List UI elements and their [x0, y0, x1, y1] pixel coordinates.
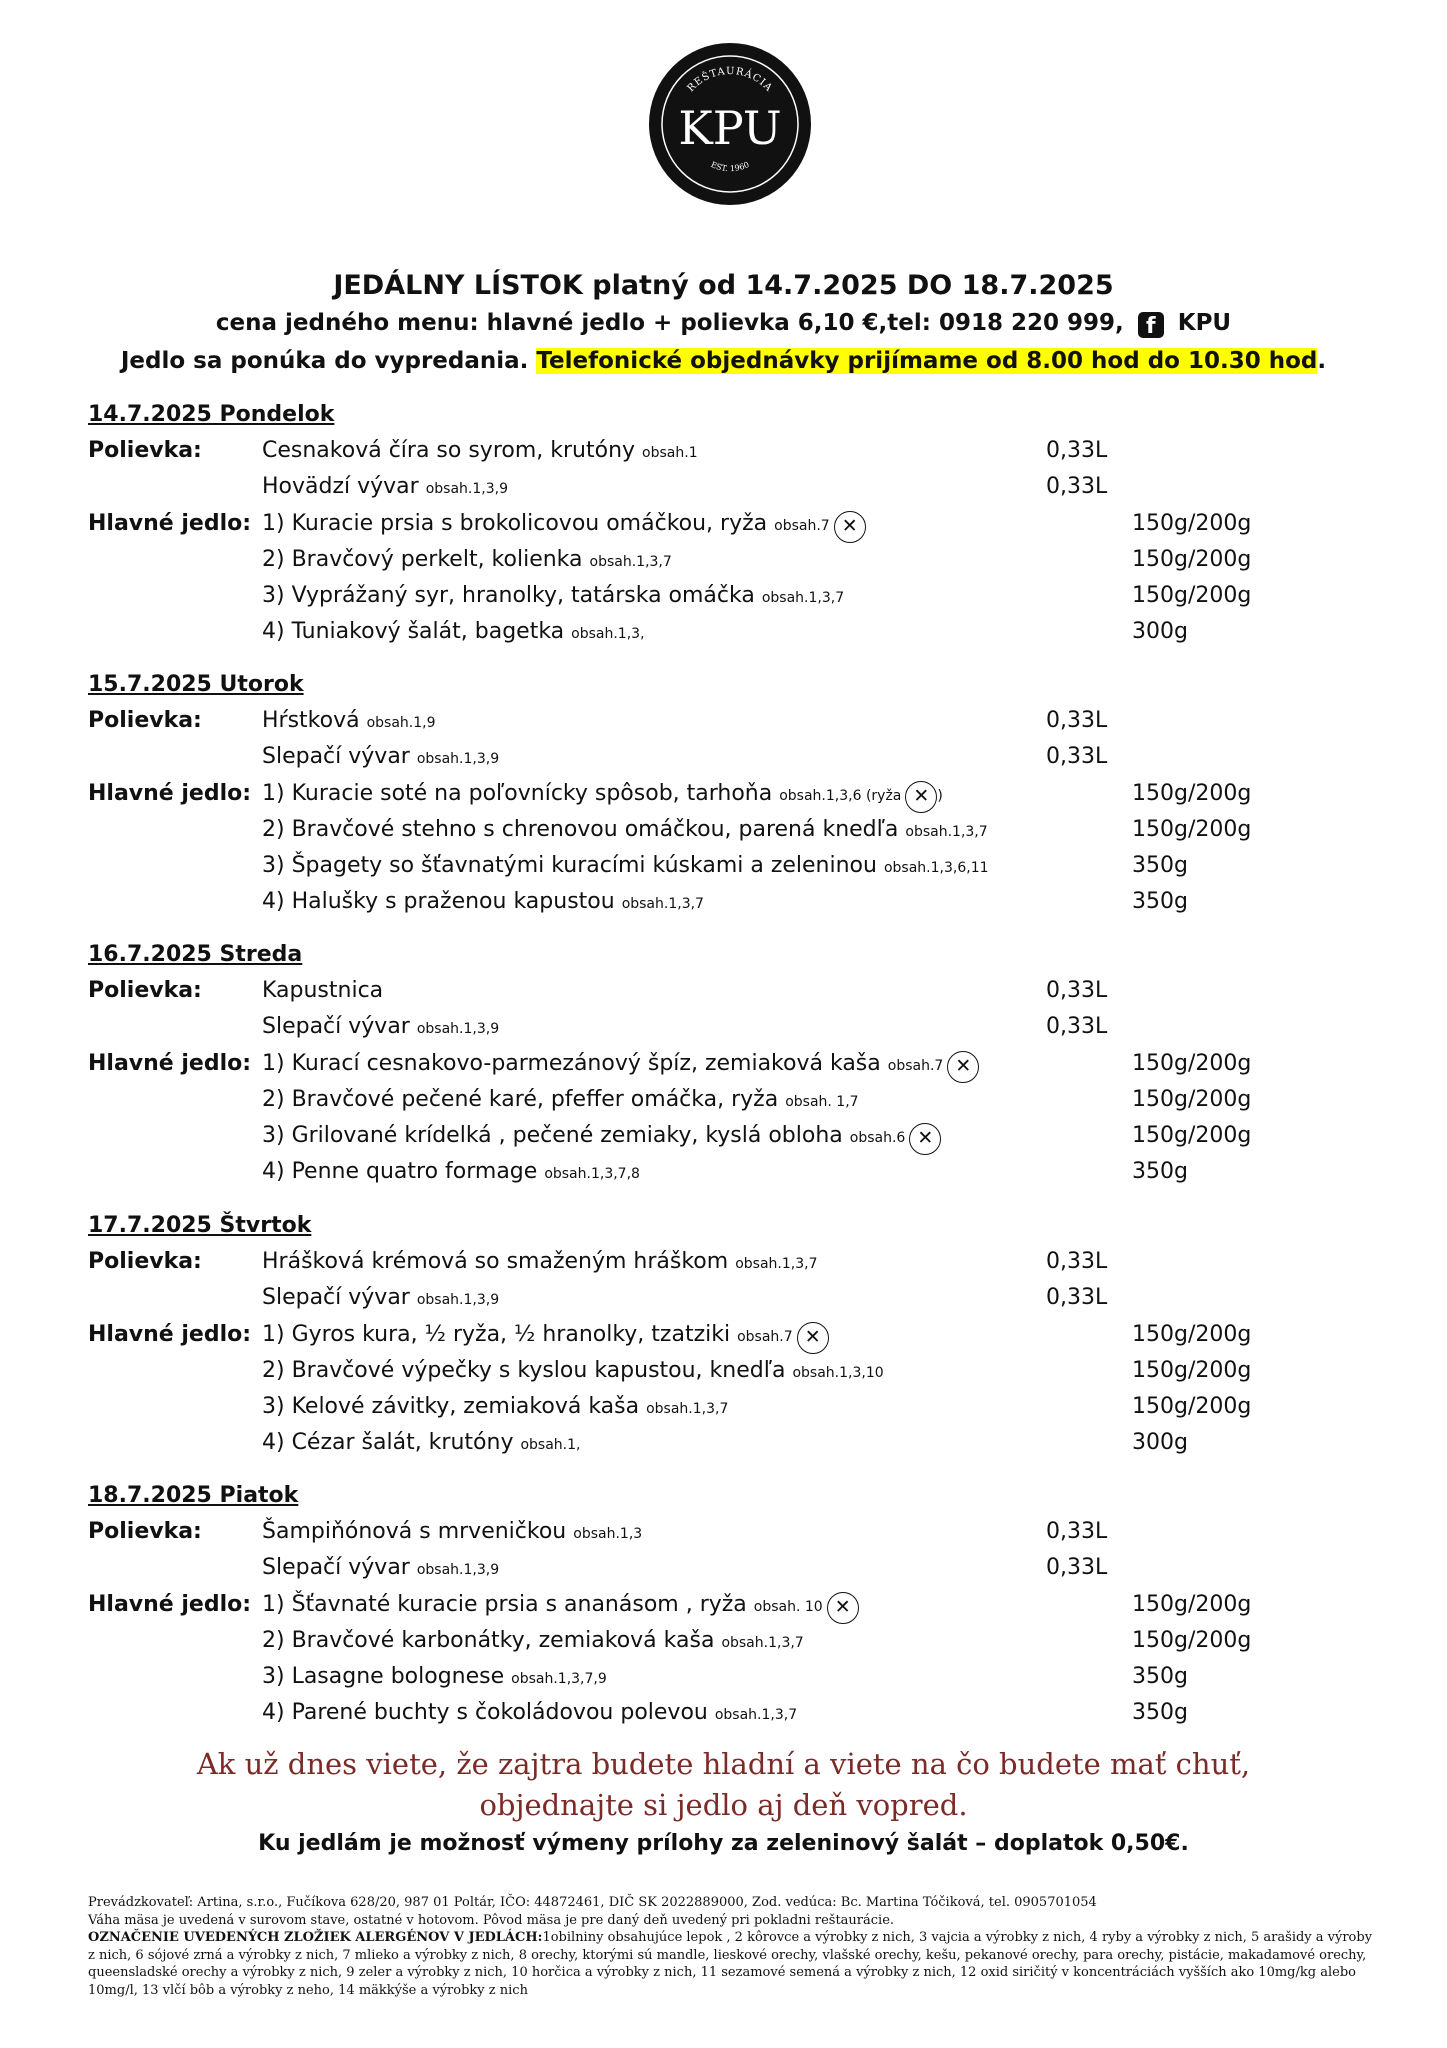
allergen-codes: obsah.1,3,7: [905, 823, 988, 840]
main-dish-item: [262, 1358, 884, 1383]
allergen-codes: obsah.1,3,6 (ryža: [779, 787, 902, 804]
dish-name: 1) Šťavnaté kuracie prsia s ananásom , ryža: [262, 1591, 747, 1617]
soup-volume: 0,33L: [1046, 1285, 1108, 1311]
soup-name: Hŕstková: [262, 708, 360, 734]
allergen-codes: obsah.1,3,10: [792, 1364, 884, 1381]
main-dish-item: [262, 583, 844, 608]
allergen-codes: obsah.1,3,7: [621, 896, 704, 913]
dish-weight: 350g: [1132, 1159, 1188, 1185]
day-heading: 16.7.2025 Streda: [88, 942, 303, 967]
soup-volume: 0,33L: [1046, 1249, 1108, 1275]
dish-name: 2) Bravčové výpečky s kyslou kapustou, knedľa: [262, 1357, 786, 1383]
allergen-codes: obsah.1,3,6,11: [883, 860, 989, 876]
soup-name: Slepačí vývar: [262, 1285, 410, 1311]
main-dish-label: Hlavné jedlo:: [88, 1050, 252, 1076]
dish-name: 1) Gyros kura, ½ ryža, ½ hranolky, tzatziki: [262, 1321, 731, 1347]
soup-volume: 0,33L: [1046, 1014, 1108, 1040]
soup-volume: 0,33L: [1046, 474, 1108, 500]
dish-weight: 150g/200g: [1132, 1050, 1252, 1076]
dish-name: 4) Cézar šalát, krutóny: [262, 1430, 514, 1456]
dish-weight: 150g/200g: [1132, 816, 1252, 842]
soup-label: Polievka:: [88, 1249, 202, 1275]
main-dish-item: [262, 1664, 607, 1689]
day-heading: 17.7.2025 Štvrtok: [88, 1213, 312, 1238]
cutlery-icon: ✕: [909, 1123, 941, 1155]
allergen-codes: obsah.1,3,7: [721, 1634, 804, 1651]
soup-item: [262, 474, 508, 499]
main-dish-item: [262, 853, 989, 878]
allergen-codes: obsah.7: [737, 1328, 793, 1345]
dish-weight: 150g/200g: [1132, 1627, 1252, 1653]
dish-weight: 150g/200g: [1132, 1591, 1252, 1617]
day-heading: 15.7.2025 Utorok: [88, 672, 304, 697]
promo-line-1: Ak už dnes viete, že zajtra budete hladní a viete na čo budete mať chuť,: [196, 1747, 1251, 1781]
soup-name: Hovädzí vývar: [262, 474, 419, 500]
main-dish-item: [262, 1700, 797, 1725]
cutlery-icon: ✕: [947, 1051, 979, 1083]
soup-item: [262, 1249, 817, 1274]
menu-title: JEDÁLNY LÍSTOK platný od 14.7.2025 DO 18.7.2025: [333, 270, 1114, 301]
allergen-codes: obsah.6: [849, 1130, 906, 1146]
allergen-codes: obsah.1,3,7,8: [544, 1166, 640, 1183]
dish-name: 3) Špagety so šťavnatými kuracími kúskami a zeleninou: [262, 853, 877, 878]
soup-item: [262, 978, 383, 1003]
soup-label: Polievka:: [88, 438, 202, 464]
main-dish-item: [262, 511, 866, 543]
promo-line-2: objednajte si jedlo aj deň vopred.: [479, 1788, 968, 1822]
allergens-heading: OZNAČENIE UVEDENÝCH ZLOŽIEK ALERGÉNOV V JEDLÁCH:: [88, 1930, 543, 1945]
allergen-codes: obsah.1,3,9: [425, 481, 508, 498]
main-dish-item: [262, 619, 645, 644]
allergen-codes: obsah.1,: [520, 1437, 581, 1454]
dish-name: 2) Bravčový perkelt, kolienka: [262, 546, 583, 572]
dish-name: 4) Penne quatro formage: [262, 1159, 538, 1185]
soup-name: Cesnaková číra so syrom, krutóny: [262, 438, 636, 464]
dish-name: 3) Vyprážaný syr, hranolky, tatárska omáčka: [262, 583, 755, 608]
dish-weight: 150g/200g: [1132, 583, 1252, 608]
allergen-codes: obsah.1: [642, 445, 698, 462]
soup-volume: 0,33L: [1046, 1519, 1108, 1545]
allergen-codes: obsah.1,3,7: [735, 1256, 818, 1273]
salad-swap-note: Ku jedlám je možnosť výmeny prílohy za zeleninový šalát – doplatok 0,50€.: [258, 1831, 1189, 1856]
dish-weight: 350g: [1132, 853, 1188, 878]
allergen-codes: obsah. 1,7: [785, 1093, 859, 1110]
restaurant-logo: [648, 42, 813, 207]
dish-weight: 300g: [1132, 1430, 1188, 1456]
soup-name: Slepačí vývar: [262, 1555, 410, 1581]
price-line: [0, 310, 1447, 338]
dish-name: 3) Grilované krídelká , pečené zemiaky, kyslá obloha: [262, 1123, 843, 1148]
dish-name: 2) Bravčové stehno s chrenovou omáčkou, parená knedľa: [262, 816, 899, 842]
dish-name: 1) Kuracie prsia s brokolicovou omáčkou, ryža: [262, 510, 768, 536]
soup-volume: 0,33L: [1046, 978, 1108, 1004]
logo-bottom-text: EST. 1960: [709, 159, 751, 174]
dish-name: 3) Kelové závitky, zemiaková kaša: [262, 1394, 640, 1419]
price-text: cena jedného menu: hlavné jedlo + polievka 6,10 €,tel: 0918 220 999,: [215, 310, 1124, 336]
soup-item: [262, 744, 499, 769]
dish-weight: 150g/200g: [1132, 1123, 1252, 1148]
soup-name: Slepačí vývar: [262, 1014, 410, 1040]
dish-name: 2) Bravčové pečené karé, pfeffer omáčka, ryža: [262, 1086, 779, 1112]
soup-name: Šampiňónová s mrveničkou: [262, 1519, 567, 1545]
allergen-close: ): [937, 787, 943, 804]
soup-item: [262, 438, 698, 463]
soup-name: Slepačí vývar: [262, 744, 410, 770]
dish-weight: 300g: [1132, 619, 1188, 645]
allergen-codes: obsah.1,3,7: [714, 1707, 798, 1724]
main-dish-item: [262, 1123, 941, 1155]
main-dish-item: [262, 889, 704, 914]
dish-name: 4) Halušky s praženou kapustou: [262, 889, 615, 915]
main-dish-item: [262, 1322, 829, 1354]
main-dish-item: [262, 1394, 728, 1419]
dish-weight: 350g: [1132, 1700, 1188, 1726]
soup-label: Polievka:: [88, 708, 202, 734]
soup-item: [262, 1519, 642, 1544]
soup-item: [262, 1555, 499, 1580]
main-dish-item: [262, 1159, 640, 1184]
dish-name: 1) Kuracie soté na poľovnícky spôsob, tarhoňa: [262, 780, 773, 806]
main-dish-label: Hlavné jedlo:: [88, 780, 252, 806]
main-dish-label: Hlavné jedlo:: [88, 1321, 252, 1347]
soup-label: Polievka:: [88, 1519, 202, 1545]
soup-label: Polievka:: [88, 978, 202, 1004]
cutlery-icon: ✕: [797, 1322, 829, 1354]
soup-item: [262, 1285, 499, 1310]
allergen-codes: obsah.1,3: [573, 1526, 643, 1543]
cutlery-icon: ✕: [827, 1592, 859, 1624]
main-dish-item: [262, 1087, 859, 1112]
allergen-codes: obsah.1,3,7,9: [511, 1671, 607, 1687]
main-dish-label: Hlavné jedlo:: [88, 1591, 252, 1617]
dish-name: 2) Bravčové karbonátky, zemiaková kaša: [262, 1627, 715, 1653]
logo-center-text: KPU: [678, 101, 782, 155]
dish-weight: 150g/200g: [1132, 1086, 1252, 1112]
allergen-codes: obsah.1,3,9: [416, 1292, 500, 1309]
phone-orders-highlight: Telefonické objednávky prijímame od 8.00 hod do 10.30 hod: [536, 348, 1318, 374]
allergen-codes: obsah.1,3,7: [646, 1401, 729, 1417]
dish-weight: 350g: [1132, 889, 1188, 915]
dish-weight: 150g/200g: [1132, 780, 1252, 806]
main-dish-label: Hlavné jedlo:: [88, 510, 252, 536]
allergen-codes: obsah.1,3,: [571, 626, 645, 643]
logo-top-text: REŠTAURÁCIA: [685, 65, 775, 95]
main-dish-item: [262, 1430, 580, 1455]
soup-name: Kapustnica: [262, 978, 384, 1004]
dish-weight: 150g/200g: [1132, 1394, 1252, 1419]
allergen-codes: obsah.1,3,9: [416, 1021, 500, 1038]
cutlery-icon: ✕: [905, 781, 937, 813]
day-heading: 14.7.2025 Pondelok: [88, 402, 335, 427]
allergen-codes: obsah.1,3,9: [416, 1562, 500, 1579]
main-dish-item: [262, 1592, 859, 1624]
main-dish-item: [262, 547, 672, 572]
dish-name: 4) Tuniakový šalát, bagetka: [262, 619, 565, 645]
dish-name: 3) Lasagne bolognese: [262, 1664, 505, 1689]
main-dish-item: [262, 1051, 979, 1083]
allergens-text: 1obilniny obsahujúce lepok , 2 kôrovce a výrobky z nich, 3 vajcia a výrobky z nich, 4 ryby a výrobky z nich, 5 arašidy a výroby z nich, 6 sójové zrná a výrobky z nich, 7 mlieko a výrobky z nich, 8 orechy, ktorými sú mandle, lieskové orechy, vlašské orechy, kešu, pekanové orechy, para orechy, pistácie, makadamové orechy, queensladské orechy a výrobky z nich, 9 zeler a výrobky z nich, 10 horčica a výrobky z nich, 11 sezamové semená a výrobky z nich, 12 oxid siričitý v koncentráciách vyšších ako 10mg/kg alebo 10mg/l, 13 vlčí bôb a výrobky z neho, 14 mäkkýše a výrobky z nich: [88, 1930, 1373, 1998]
facebook-name: KPU: [1177, 310, 1232, 336]
soup-volume: 0,33L: [1046, 744, 1108, 770]
dish-weight: 150g/200g: [1132, 510, 1252, 536]
allergen-codes: obsah.1,3,9: [416, 751, 500, 768]
meat-weight-note: Váha mäsa je uvedená v surovom stave, ostatné v hotovom. Pôvod mäsa je pre daný deň uvedený pri pokladni reštaurácie.: [88, 1912, 895, 1928]
allergen-codes: obsah.1,3,7: [761, 590, 845, 606]
footer: [88, 1894, 1378, 1999]
allergen-codes: obsah.1,9: [366, 715, 436, 732]
allergen-codes: obsah.1,3,7: [589, 553, 672, 570]
dish-weight: 350g: [1132, 1664, 1188, 1689]
facebook-icon: f: [1138, 312, 1164, 338]
dish-weight: 150g/200g: [1132, 1321, 1252, 1347]
soup-volume: 0,33L: [1046, 708, 1108, 734]
dish-weight: 150g/200g: [1132, 546, 1252, 572]
main-dish-item: [262, 817, 988, 842]
sale-note: Jedlo sa ponúka do vypredania.: [120, 348, 529, 374]
soup-name: Hrášková krémová so smaženým hráškom: [262, 1249, 729, 1275]
dish-name: 4) Parené buchty s čokoládovou polevou: [262, 1700, 708, 1726]
main-dish-item: [262, 781, 943, 813]
allergen-codes: obsah.7: [774, 517, 830, 534]
dish-name: 1) Kurací cesnakovo-parmezánový špíz, zemiaková kaša: [262, 1050, 881, 1076]
operator-info: Prevádzkovateľ: Artina, s.r.o., Fučíkova 628/20, 987 01 Poltár, IČO: 44872461, DIČ SK 2022889000, Zod. vedúca: Bc. Martina Tóčiková, tel. 0905701054: [88, 1895, 1097, 1910]
allergen-codes: obsah. 10: [753, 1598, 823, 1615]
allergen-codes: obsah.7: [887, 1057, 944, 1074]
soup-item: [262, 1014, 499, 1039]
soup-item: [262, 708, 436, 733]
cutlery-icon: ✕: [834, 511, 866, 543]
order-line: Jedlo sa ponúka do vypredania. Telefonické objednávky prijímame od 8.00 hod do 10.30 hod.: [120, 348, 1327, 374]
soup-volume: 0,33L: [1046, 438, 1108, 464]
day-heading: 18.7.2025 Piatok: [88, 1483, 299, 1508]
soup-volume: 0,33L: [1046, 1555, 1108, 1581]
main-dish-item: [262, 1628, 804, 1653]
dish-weight: 150g/200g: [1132, 1357, 1252, 1383]
allergens-legend: [88, 1929, 1378, 1999]
